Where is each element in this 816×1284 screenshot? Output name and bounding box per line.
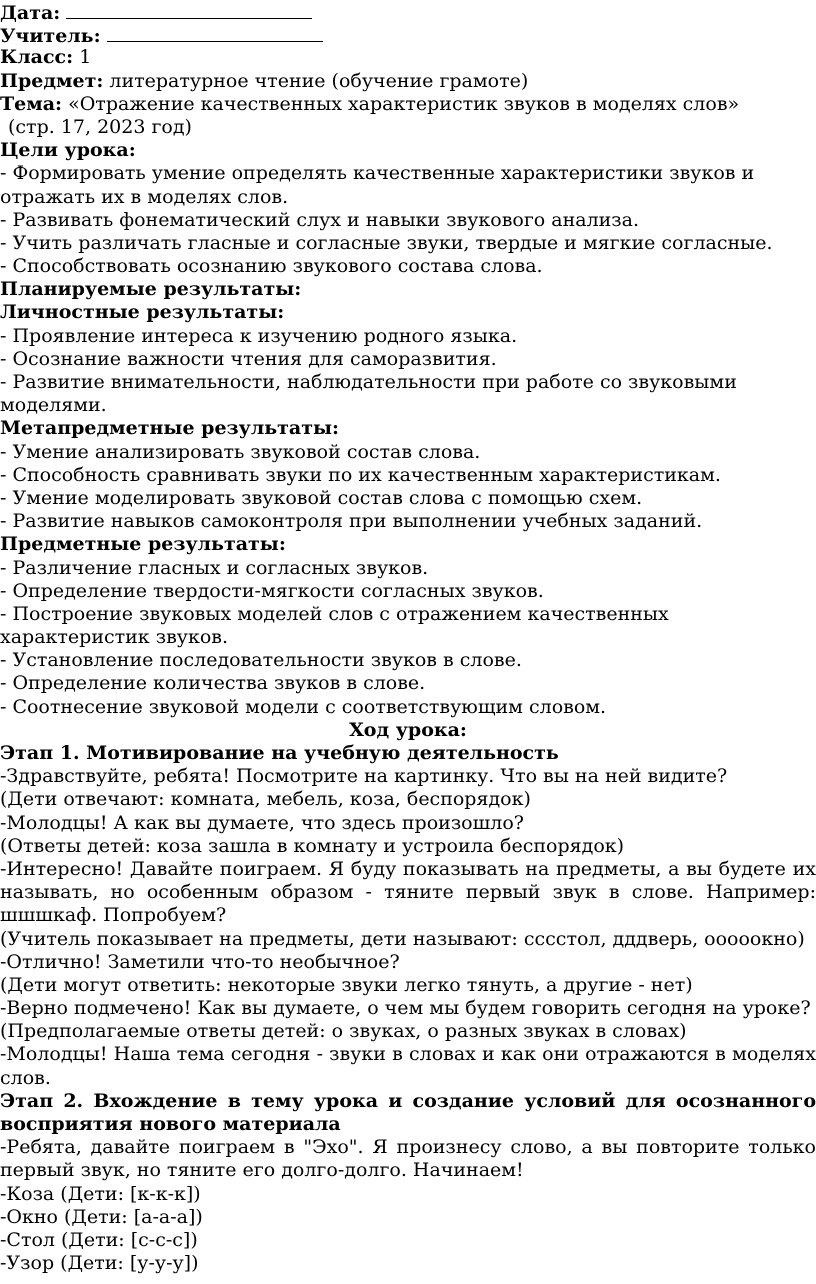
subject-label: Предмет: — [0, 69, 104, 92]
results-heading: Планируемые результаты: — [0, 278, 302, 301]
stage1-line: (Учитель показывает на предметы, дети называют: сссстол, дддверь, ооооокно) — [0, 927, 805, 950]
subject-result-line: - Соотнесение звуковой модели с соответствующим словом. — [0, 695, 607, 718]
topic-label: Тема: — [0, 92, 63, 115]
personal-results-heading: Личностные результаты: — [0, 301, 285, 324]
stage1-line: слов. — [0, 1066, 51, 1089]
personal-result-line: моделями. — [0, 394, 107, 417]
meta-result-line: - Развитие навыков самоконтроля при выполнении учебных заданий. — [0, 510, 703, 533]
stage1-line: (Ответы детей: коза зашла в комнату и устроила беспорядок) — [0, 834, 625, 857]
teacher-row — [0, 23, 816, 46]
personal-result-line: - Проявление интереса к изучению родного языка. — [0, 324, 518, 347]
goal-line: - Развивать фонематический слух и навыки звукового анализа. — [0, 208, 640, 231]
class-row — [0, 46, 816, 69]
stage1-line: -Интересно! Давайте поиграем. Я буду показывать на предметы, а вы будете их — [0, 857, 816, 880]
subject-result-line: - Построение звуковых моделей слов с отражением качественных — [0, 602, 669, 625]
class-label: Класс: — [0, 46, 74, 69]
meta-results-heading: Метапредметные результаты: — [0, 417, 340, 440]
goal-line: - Учить различать гласные и согласные звуки, твердые и мягкие согласные. — [0, 231, 773, 254]
stage2-heading-tail: восприятия нового материала — [0, 1113, 341, 1135]
stage1-line: -Верно подмечено! Как вы думаете, о чем мы будем говорить сегодня на уроке? — [0, 997, 811, 1020]
subject-result-line: - Различение гласных и согласных звуков. — [0, 556, 429, 579]
stage2-line: -Стол (Дети: [с-с-с]) — [0, 1228, 198, 1251]
stage1-line: (Дети отвечают: комната, мебель, коза, беспорядок) — [0, 788, 531, 811]
teacher-label: Учитель: — [0, 25, 101, 47]
subject-result-line: - Определение твердости-мягкости согласных звуков. — [0, 579, 544, 602]
goal-line: - Способствовать осознанию звукового состава слова. — [0, 255, 543, 278]
subject-value: литературное чтение (обучение грамоте) — [109, 69, 529, 92]
stage1-line: -Молодцы! А как вы думаете, что здесь произошло? — [0, 811, 524, 834]
stage2-heading: Этап 2. Вхождение в тему урока и создание условий для осознанного — [0, 1089, 816, 1112]
teacher-blank-line — [107, 23, 323, 42]
stage1-line: шшшкаф. Попробуем? — [0, 904, 227, 927]
stage2-line: -Коза (Дети: [к-к-к]) — [0, 1182, 201, 1205]
goal-line: отражать их в моделях слов. — [0, 185, 289, 208]
meta-result-line: - Способность сравнивать звуки по их качественным характеристикам. — [0, 463, 721, 486]
subject-result-line: - Определение количества звуков в слове. — [0, 672, 426, 695]
stage1-line: -Отлично! Заметили что-то необычное? — [0, 950, 400, 973]
subject-row — [0, 70, 816, 93]
stage2-line: -Узор (Дети: [у-у-у]) — [0, 1252, 199, 1275]
meta-result-line: - Умение анализировать звуковой состав слова. — [0, 440, 481, 463]
goal-line: - Формировать умение определять качественные характеристики звуков и — [0, 162, 755, 185]
personal-result-line: - Осознание важности чтения для саморазвития. — [0, 347, 497, 370]
stage2-line: первый звук, но тяните его долго-долго. Начинаем! — [0, 1159, 524, 1182]
subject-result-line: - Установление последовательности звуков в слове. — [0, 649, 522, 672]
topic-row — [0, 93, 816, 116]
topic-value: «Отражение качественных характеристик звуков в моделях слов» — [68, 92, 740, 115]
topic-source: (стр. 17, 2023 год) — [8, 115, 192, 138]
stage2-line: -Ребята, давайте поиграем в "Эхо". Я произнесу слово, а вы повторите только — [0, 1136, 816, 1159]
stage1-line: -Молодцы! Наша тема сегодня - звуки в словах и как они отражаются в моделях — [0, 1043, 816, 1066]
date-blank-line — [66, 0, 312, 19]
stage2-line: -Окно (Дети: [а-а-а]) — [0, 1205, 203, 1228]
subject-result-line: характеристик звуков. — [0, 626, 229, 649]
goals-heading: Цели урока: — [0, 139, 136, 162]
personal-result-line: - Развитие внимательности, наблюдательности при работе со звуковыми — [0, 371, 737, 393]
stage1-line: (Дети могут ответить: некоторые звуки легко тянуть, а другие - нет) — [0, 973, 693, 996]
stage1-line: называть, но особенным образом - тяните первый звук в слове. Например: — [0, 881, 816, 904]
date-label: Дата: — [0, 2, 61, 24]
stage1-heading: Этап 1. Мотивирование на учебную деятельность — [0, 742, 559, 764]
subject-results-heading: Предметные результаты: — [0, 533, 286, 556]
stage1-line: -Здравствуйте, ребята! Посмотрите на картинку. Что вы на ней видите? — [0, 765, 728, 788]
meta-result-line: - Умение моделировать звуковой состав слова с помощью схем. — [0, 486, 643, 509]
lesson-heading: Ход урока: — [349, 718, 467, 741]
date-row — [0, 0, 816, 23]
stage1-line: (Предполагаемые ответы детей: о звуках, о разных звуках в словах) — [0, 1020, 687, 1043]
class-value: 1 — [79, 46, 92, 69]
